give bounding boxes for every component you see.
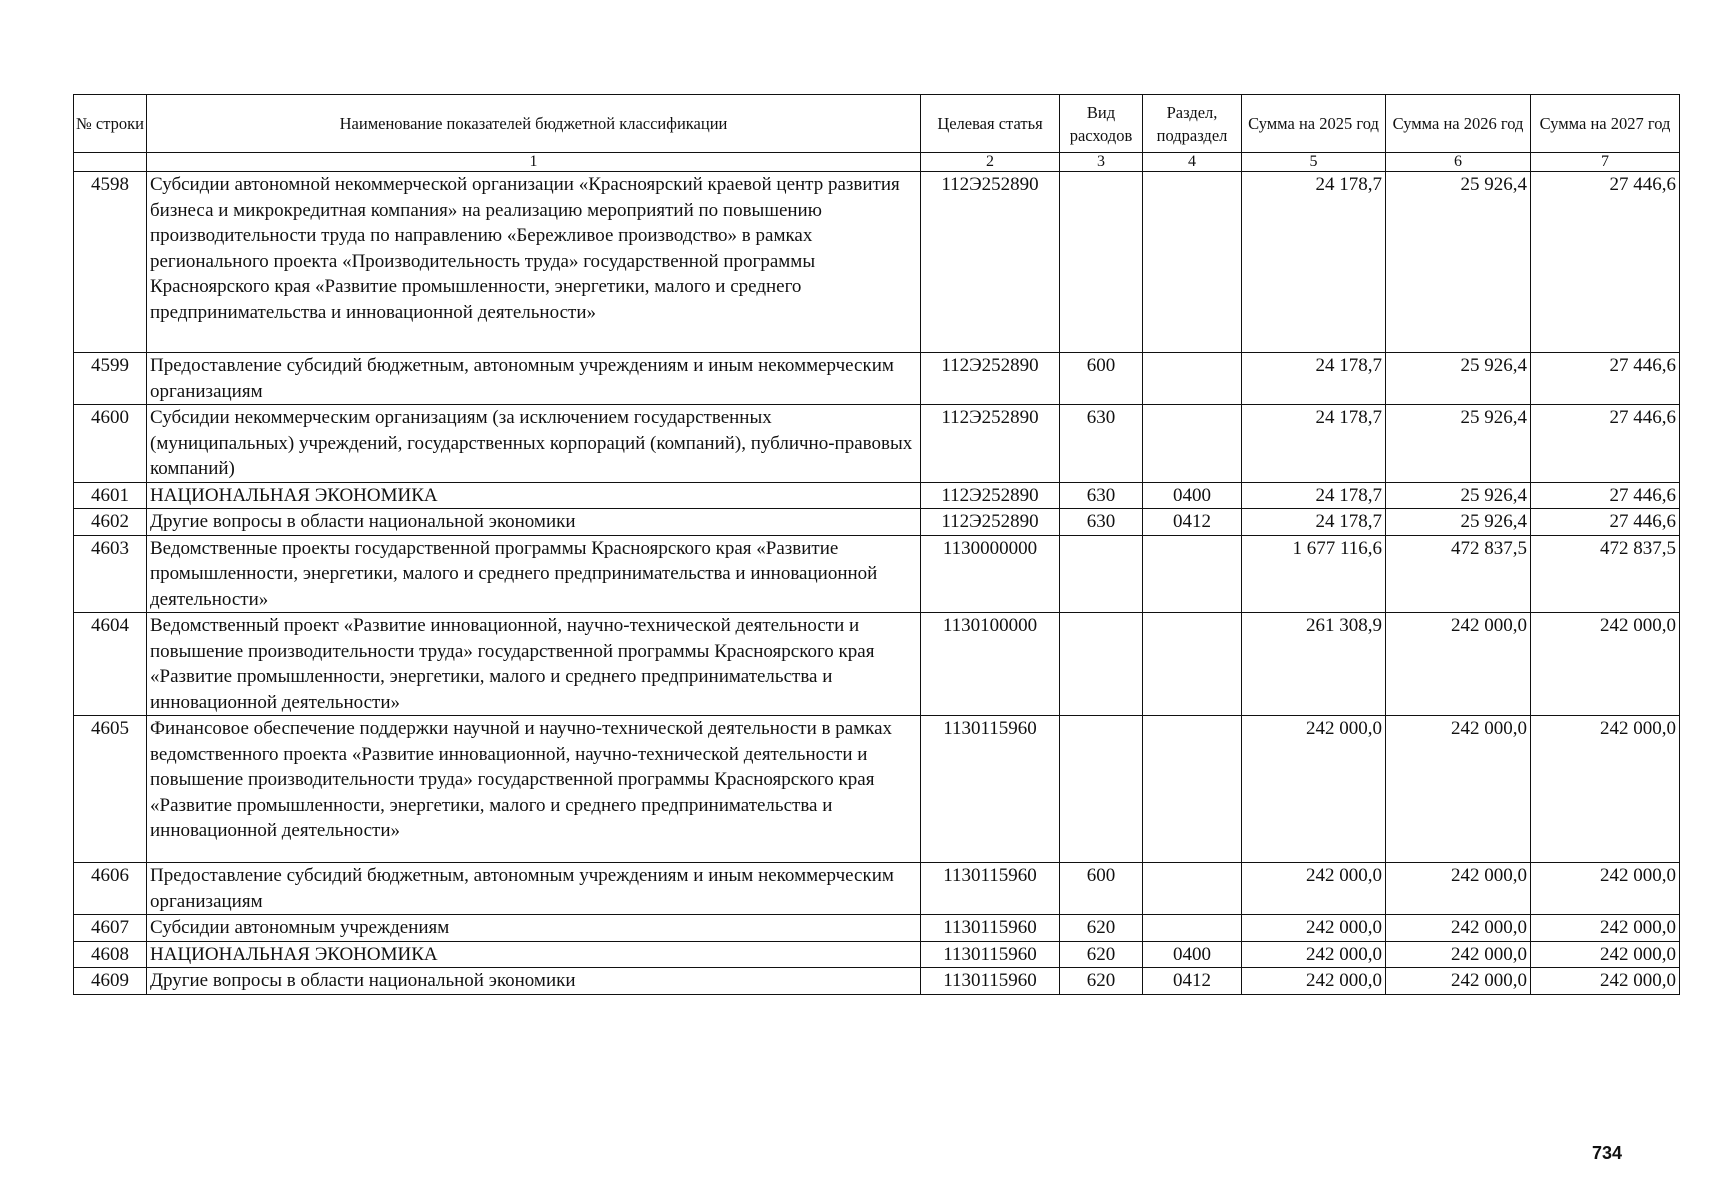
sum-2026: 25 926,4 [1386,482,1531,509]
row-name: НАЦИОНАЛЬНАЯ ЭКОНОМИКА [147,941,921,968]
row-name: Субсидии автономной некоммерческой организации «Красноярский краевой центр развития бизнеса и микрокредитная компания» на реализацию мероприятий по повышению производительности труда по направлению «Бережливое производство» в рамках регионального проекта «Производительность труда» государственной программы Красноярского края «Развитие промышленности, энергетики, малого и среднего предпринимательства и инновационной деятельности» [147,172,921,353]
target-article: 1130115960 [921,863,1060,915]
row-name: НАЦИОНАЛЬНАЯ ЭКОНОМИКА [147,482,921,509]
sum-2025: 24 178,7 [1242,482,1386,509]
table-row [74,941,1680,968]
expense-type: 600 [1060,353,1143,405]
row-number: 4598 [74,172,147,353]
target-article: 1130115960 [921,968,1060,995]
sum-2027: 242 000,0 [1531,716,1680,863]
sum-2026: 242 000,0 [1386,968,1531,995]
sum-2025: 24 178,7 [1242,353,1386,405]
sum-2025: 1 677 116,6 [1242,535,1386,613]
expense-type: 620 [1060,915,1143,942]
row-name: Финансовое обеспечение поддержки научной и научно-технической деятельности в рамках ведомственного проекта «Развитие инновационной, научно-технической деятельности и повышение производительности труда» государственной программы Красноярского края «Развитие промышленности, энергетики, малого и среднего предпринимательства и инновационной деятельности» [147,716,921,863]
sum-2027: 242 000,0 [1531,613,1680,716]
expense-type: 630 [1060,405,1143,483]
column-number: 7 [1531,153,1680,172]
sum-2027: 27 446,6 [1531,509,1680,536]
target-article: 112Э252890 [921,509,1060,536]
table-row [74,509,1680,536]
expense-type: 630 [1060,509,1143,536]
header-row-no: № строки [74,95,147,153]
table-header [74,95,1680,172]
expense-type: 630 [1060,482,1143,509]
section-code [1143,353,1242,405]
sum-2027: 242 000,0 [1531,968,1680,995]
table-row [74,915,1680,942]
row-name: Субсидии автономным учреждениям [147,915,921,942]
expense-type: 600 [1060,863,1143,915]
column-number: 1 [147,153,921,172]
sum-2025: 242 000,0 [1242,968,1386,995]
target-article: 112Э252890 [921,482,1060,509]
row-number: 4602 [74,509,147,536]
header-target: Целевая статья [921,95,1060,153]
section-code [1143,405,1242,483]
sum-2027: 27 446,6 [1531,405,1680,483]
column-numbers-row [74,153,1680,172]
section-code [1143,172,1242,353]
header-razdel: Раздел, подраздел [1143,95,1242,153]
target-article: 1130000000 [921,535,1060,613]
column-number: 4 [1143,153,1242,172]
column-number: 5 [1242,153,1386,172]
section-code [1143,863,1242,915]
target-article: 1130115960 [921,941,1060,968]
target-article: 112Э252890 [921,353,1060,405]
sum-2025: 242 000,0 [1242,915,1386,942]
row-number: 4609 [74,968,147,995]
target-article: 1130115960 [921,716,1060,863]
section-code: 0400 [1143,482,1242,509]
row-number: 4601 [74,482,147,509]
table-row [74,968,1680,995]
section-code: 0400 [1143,941,1242,968]
budget-table [73,94,1680,995]
sum-2027: 27 446,6 [1531,482,1680,509]
sum-2027: 27 446,6 [1531,353,1680,405]
row-name: Предоставление субсидий бюджетным, автономным учреждениям и иным некоммерческим организациям [147,863,921,915]
row-number: 4603 [74,535,147,613]
row-number: 4608 [74,941,147,968]
row-name: Другие вопросы в области национальной экономики [147,968,921,995]
sum-2026: 472 837,5 [1386,535,1531,613]
target-article: 1130100000 [921,613,1060,716]
row-name: Другие вопросы в области национальной экономики [147,509,921,536]
expense-type [1060,716,1143,863]
header-name: Наименование показателей бюджетной классификации [147,95,921,153]
sum-2026: 242 000,0 [1386,613,1531,716]
section-code: 0412 [1143,968,1242,995]
header-row [74,95,1680,153]
section-code [1143,613,1242,716]
sum-2027: 242 000,0 [1531,941,1680,968]
target-article: 112Э252890 [921,172,1060,353]
sum-2026: 25 926,4 [1386,353,1531,405]
row-number: 4600 [74,405,147,483]
expense-type: 620 [1060,968,1143,995]
row-name: Предоставление субсидий бюджетным, автономным учреждениям и иным некоммерческим организациям [147,353,921,405]
table-body [74,172,1680,995]
sum-2025: 24 178,7 [1242,172,1386,353]
row-number: 4599 [74,353,147,405]
column-number [74,153,147,172]
sum-2026: 25 926,4 [1386,405,1531,483]
sum-2025: 242 000,0 [1242,716,1386,863]
sum-2026: 25 926,4 [1386,509,1531,536]
column-number: 6 [1386,153,1531,172]
table-row [74,353,1680,405]
table-row [74,405,1680,483]
target-article: 112Э252890 [921,405,1060,483]
expense-type: 620 [1060,941,1143,968]
row-number: 4605 [74,716,147,863]
row-name: Субсидии некоммерческим организациям (за исключением государственных (муниципальных) учреждений, государственных корпораций (компаний), публично-правовых компаний) [147,405,921,483]
sum-2025: 242 000,0 [1242,863,1386,915]
table-row [74,716,1680,863]
header-sum-2025: Сумма на 2025 год [1242,95,1386,153]
table-row [74,172,1680,353]
section-code [1143,716,1242,863]
table-row [74,863,1680,915]
header-vid: Вид расходов [1060,95,1143,153]
sum-2025: 24 178,7 [1242,405,1386,483]
expense-type [1060,613,1143,716]
expense-type [1060,535,1143,613]
sum-2026: 242 000,0 [1386,915,1531,942]
table-row [74,613,1680,716]
row-number: 4604 [74,613,147,716]
section-code [1143,535,1242,613]
sum-2025: 261 308,9 [1242,613,1386,716]
table-row [74,482,1680,509]
sum-2026: 242 000,0 [1386,716,1531,863]
sum-2026: 25 926,4 [1386,172,1531,353]
sum-2027: 472 837,5 [1531,535,1680,613]
table-row [74,535,1680,613]
page-number: 734 [1592,1143,1623,1163]
row-number: 4606 [74,863,147,915]
sum-2025: 24 178,7 [1242,509,1386,536]
sum-2027: 27 446,6 [1531,172,1680,353]
sum-2026: 242 000,0 [1386,941,1531,968]
header-sum-2026: Сумма на 2026 год [1386,95,1531,153]
sum-2025: 242 000,0 [1242,941,1386,968]
section-code [1143,915,1242,942]
header-sum-2027: Сумма на 2027 год [1531,95,1680,153]
target-article: 1130115960 [921,915,1060,942]
row-name: Ведомственные проекты государственной программы Красноярского края «Развитие промышленности, энергетики, малого и среднего предпринимательства и инновационной деятельности» [147,535,921,613]
expense-type [1060,172,1143,353]
section-code: 0412 [1143,509,1242,536]
column-number: 3 [1060,153,1143,172]
row-name: Ведомственный проект «Развитие инновационной, научно-технической деятельности и повышение производительности труда» государственной программы Красноярского края «Развитие промышленности, энергетики, малого и среднего предпринимательства и инновационной деятельности» [147,613,921,716]
sum-2026: 242 000,0 [1386,863,1531,915]
row-number: 4607 [74,915,147,942]
column-number: 2 [921,153,1060,172]
sum-2027: 242 000,0 [1531,915,1680,942]
sum-2027: 242 000,0 [1531,863,1680,915]
